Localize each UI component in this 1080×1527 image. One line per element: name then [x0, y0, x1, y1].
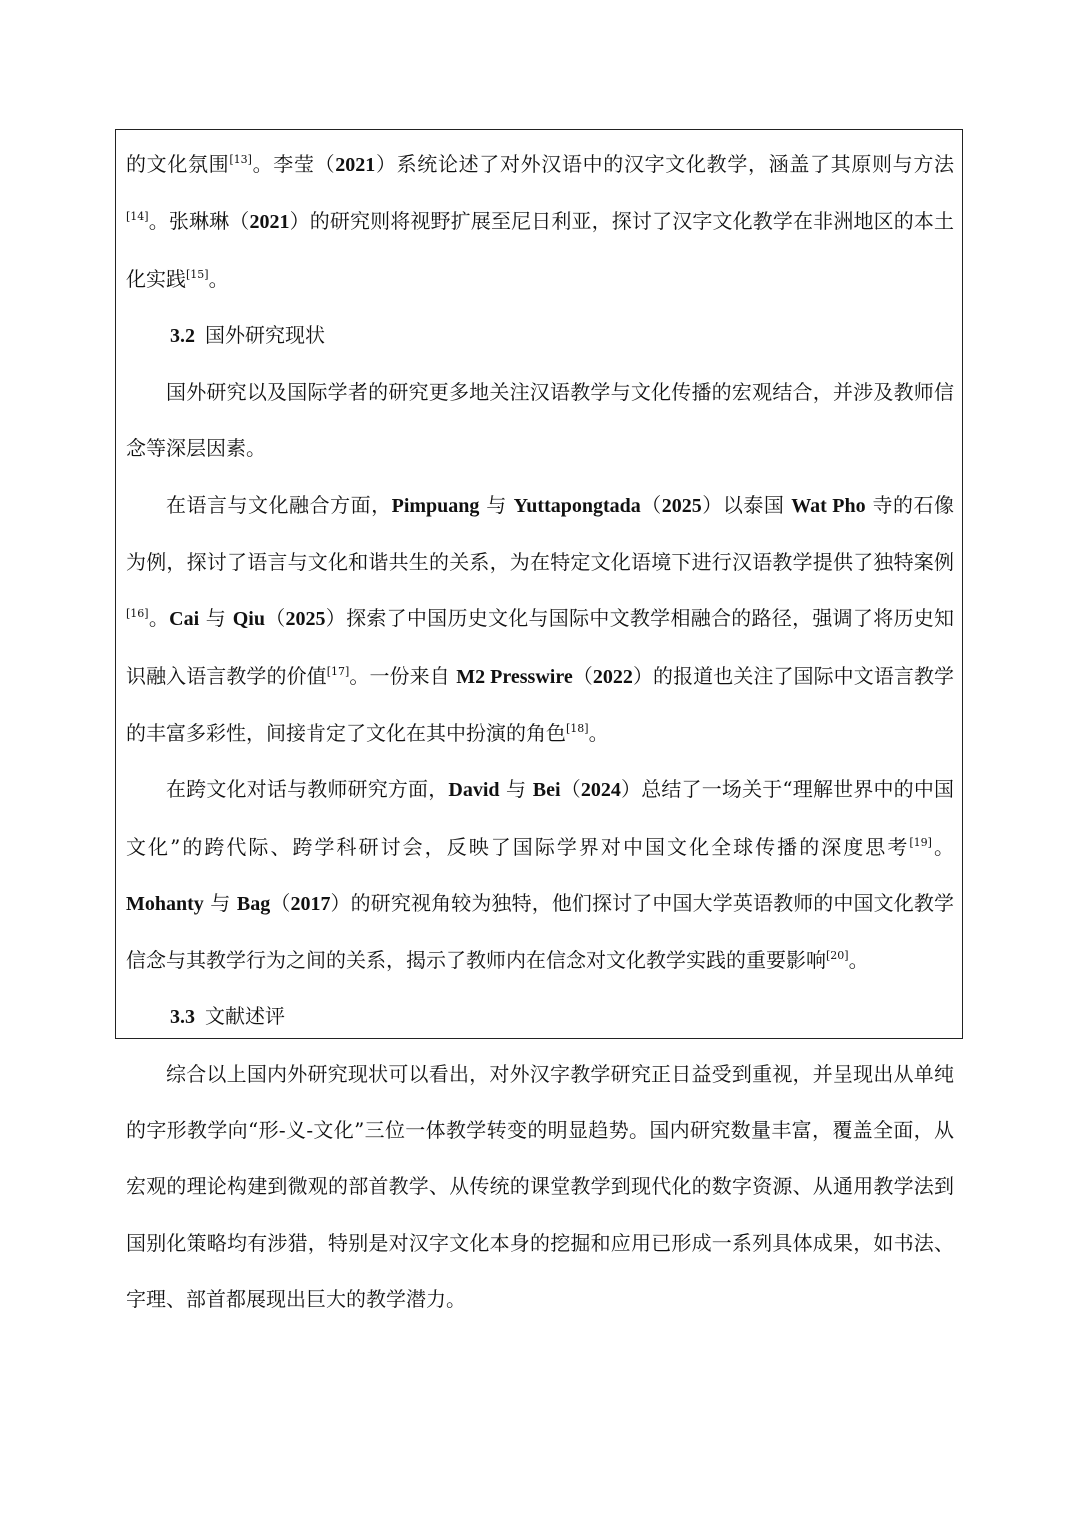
- paragraph-foreign-intro: 国外研究以及国际学者的研究更多地关注汉语教学与文化传播的宏观结合，并涉及教师信念等深层因素。: [126, 380, 954, 461]
- citation-ref: [20]: [826, 949, 849, 963]
- paragraph-domestic-research-end: 的文化氛围[13]。李莹（2021）系统论述了对外汉语中的汉字文化教学，涵盖了其原则与方法[14]。张琳琳（2021）的研究则将视野扩展至尼日利亚，探讨了汉字文化教学在非洲地区的本土化实践[15]。: [126, 152, 955, 291]
- citation-ref: [14]: [126, 210, 149, 224]
- document-table-cell: [115, 129, 963, 1311]
- citation-ref: [15]: [186, 267, 209, 281]
- section-heading-3-2: 3.2 国外研究现状: [170, 322, 325, 347]
- citation-ref: [17]: [326, 664, 350, 678]
- citation-ref: [13]: [229, 153, 252, 166]
- paragraph-literature-review: 综合以上国内外研究现状可以看出，对外汉字教学研究正日益受到重视，并呈现出从单纯的字形教学向“形-义-文化”三位一体教学转变的明显趋势。国内研究数量丰富，覆盖全面，从宏观的理论构建到微观的部首教学、从传统的课堂教学到现代化的数字资源、从通用教学法到国别化策略均有涉猎，特别是对汉字文化本身的挖掘和应用已形成一系列具体成果，如书法、字理、部首都展现出巨大的教学潜力。: [126, 1061, 954, 1311]
- document-body: [126, 136, 954, 1327]
- citation-ref: [18]: [566, 721, 589, 735]
- section-heading-3-3: 3.3 文献述评: [170, 1004, 285, 1029]
- paragraph-intercultural-dialogue: 在跨文化对话与教师研究方面，David 与 Bei（2024）总结了一场关于“理解世界中的中国文化”的跨代际、跨学科研讨会，反映了国际学界对中国文化全球传播的深度思考[19]。Mohanty 与 Bag（2017）的研究视角较为独特，他们探讨了中国大学英语教师的中国文化教学信念与其教学行为之间的关系，揭示了教师内在信念对文化教学实践的重要影响[20]。: [126, 777, 955, 973]
- citation-ref: [19]: [909, 835, 932, 849]
- citation-ref: [16]: [126, 607, 149, 621]
- paragraph-language-culture: 在语言与文化融合方面，Pimpuang 与 Yuttapongtada（2025）以泰国 Wat Pho 寺的石像为例，探讨了语言与文化和谐共生的关系，为在特定文化语境下进行汉语教学提供了独特案例[16]。Cai 与 Qiu（2025）探索了中国历史文化与国际中文教学相融合的路径，强调了将历史知识融入语言教学的价值[17]。一份来自 M2 Presswire（2022）的报道也关注了国际中文语言教学的丰富多彩性，间接肯定了文化在其中扮演的角色[18]。: [126, 492, 955, 745]
